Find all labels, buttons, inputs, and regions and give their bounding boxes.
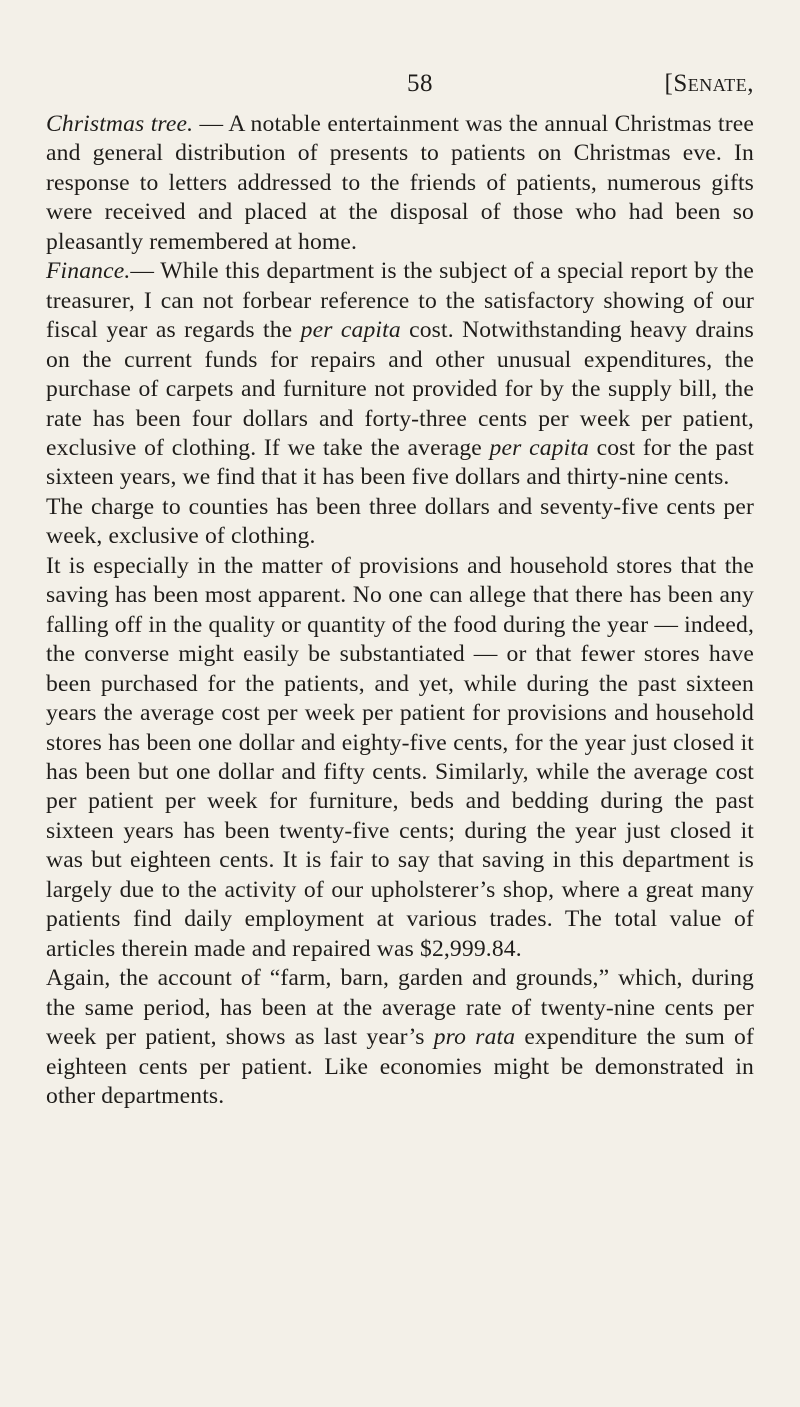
finance-paragraph <box>46 257 754 493</box>
section-separator: — <box>130 258 161 285</box>
running-head <box>46 70 754 110</box>
document-body <box>46 110 754 1111</box>
paragraph-text: cost. Notwithstanding heavy drains on the current funds for repairs and other unusual expenditures, the purchase of carpets and furniture not provided for by the supply bill, the rate has been four dollars and forty-three cents per week per patient, exclusive of clothing. If we take the average <box>46 317 754 461</box>
running-title: [Senate, <box>664 70 754 97</box>
farm-expenditure-paragraph <box>46 964 754 1111</box>
section-title-christmas-tree: Christmas tree. <box>46 111 194 137</box>
paragraph-text: Again, the account of “farm, barn, garden and grounds,” which, during the same period, has been at the average rate of twenty-nine cents per week per patient, shows as last year’s <box>46 965 754 1051</box>
italic-term-per-capita: per capita <box>300 317 401 344</box>
paragraph-text: cost for the past sixteen years, we find that it has been five dollars and thirty-nine cents. <box>46 434 755 491</box>
italic-term-per-capita: per capita <box>489 434 589 461</box>
paragraph-text: expenditure the sum of eighteen cents per patient. Like economies might be demonstrated in other departments. <box>46 1024 754 1109</box>
provisions-paragraph: It is especially in the matter of provisions and household stores that the saving has been most apparent. No one can allege that there has been any falling off in the quality or quantity of the food during the year — indeed, the converse might easily be substantiated — or that fewer stores have been purchased for the patients, and yet, while during the past sixteen years the average cost per week per patient for provisions and household stores has been one dollar and eighty-five cents, for the year just closed it has been but one dollar and fifty cents. Similarly, while the average cost per patient per week for furniture, beds and bedding during the past sixteen years has been twenty-five cents; during the year just closed it was but eighteen cents. It is fair to say that saving in this department is largely due to the activity of our upholsterer’s shop, where a great many patients find daily employment at various trades. The total value of articles therein made and repaired was $2,999.84. <box>46 552 754 962</box>
italic-term-pro-rata: pro rata <box>433 1024 516 1051</box>
county-charge-paragraph: The charge to counties has been three dollars and seventy-five cents per week, exclusive of clothing. <box>46 493 754 550</box>
section-title-finance: Finance. <box>46 258 131 285</box>
paragraph-text: While this department is the subject of a special report by the treasurer, I can not forbear reference to the satisfactory showing of our fiscal year as regards the <box>46 258 754 344</box>
christmas-tree-paragraph <box>46 110 754 257</box>
page-number: 58 <box>407 70 433 97</box>
paragraph-text: A notable entertainment was the annual Christmas tree and general distribution of presents to patients on Christmas eve. In response to letters addressed to the friends of patients, numerous gifts were received and placed at the disposal of those who had been so pleasantly remembered at home. <box>46 111 754 255</box>
section-separator: — <box>193 111 229 137</box>
